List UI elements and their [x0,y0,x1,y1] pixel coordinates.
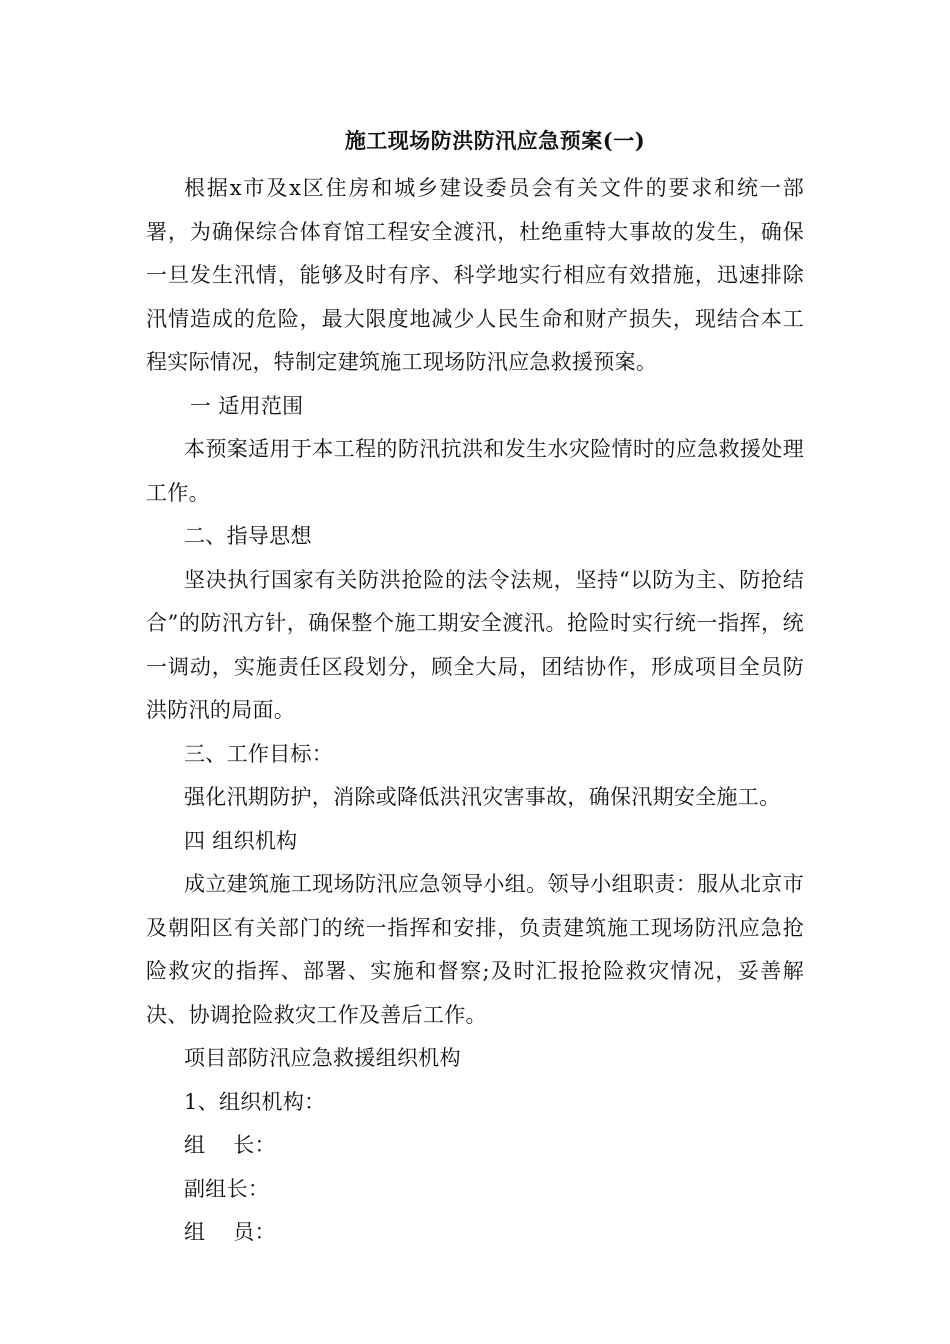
paragraph-project-org: 项目部防汛应急救援组织机构 [184,1046,461,1070]
list-item-members: 组 员： [184,1220,276,1244]
section-heading-organization: 四 组织机构 [184,828,298,853]
paragraph-scope: 本预案适用于本工程的防汛抗洪和发生水灾险情时的应急救援处理工作。 [146,437,804,505]
paragraph-guiding-principle: 坚决执行国家有关防洪抢险的法令法规，坚持“以防为主、防抢结合”的防汛方针，确保整个施工期安全渡汛。抢险时实行统一指挥，统一调动，实施责任区段划分，顾全大局，团结协作，形成项目全员防洪防汛的局面。 [146,567,804,722]
list-item-leader: 组 长： [184,1133,276,1157]
paragraph-work-goal: 强化汛期防护，消除或降低洪汛灾害事故，确保汛期安全施工。 [184,785,781,809]
list-item-deputy-leader: 副组长： [184,1176,270,1201]
document-title: 施工现场防洪防汛应急预案(一) [344,128,646,153]
paragraph-organization: 成立建筑施工现场防汛应急领导小组。领导小组职责：服从北京市及朝阳区有关部门的统一指挥和安排，负责建筑施工现场防汛应急抢险救灾的指挥、部署、实施和督察;及时汇报抢险救灾情况，妥善解决、协调抢险救灾工作及善后工作。 [146,872,804,1027]
section-heading-work-goal: 三、工作目标： [184,741,334,766]
document-body [146,167,804,1255]
section-heading-guiding-principle: 二、指导思想 [184,524,312,548]
paragraph-intro: 根据x市及x区住房和城乡建设委员会有关文件的要求和统一部署，为确保综合体育馆工程安全渡汛，杜绝重特大事故的发生，确保一旦发生汛情，能够及时有序、科学地实行相应有效措施，迅速排除汛情造成的危险，最大限度地减少人民生命和财产损失，现结合本工程实际情况，特制定建筑施工现场防汛应急救援预案。 [146,176,804,374]
section-heading-scope: 一 适用范围 [190,393,304,418]
list-item-org-structure: 1、组织机构： [184,1089,326,1114]
